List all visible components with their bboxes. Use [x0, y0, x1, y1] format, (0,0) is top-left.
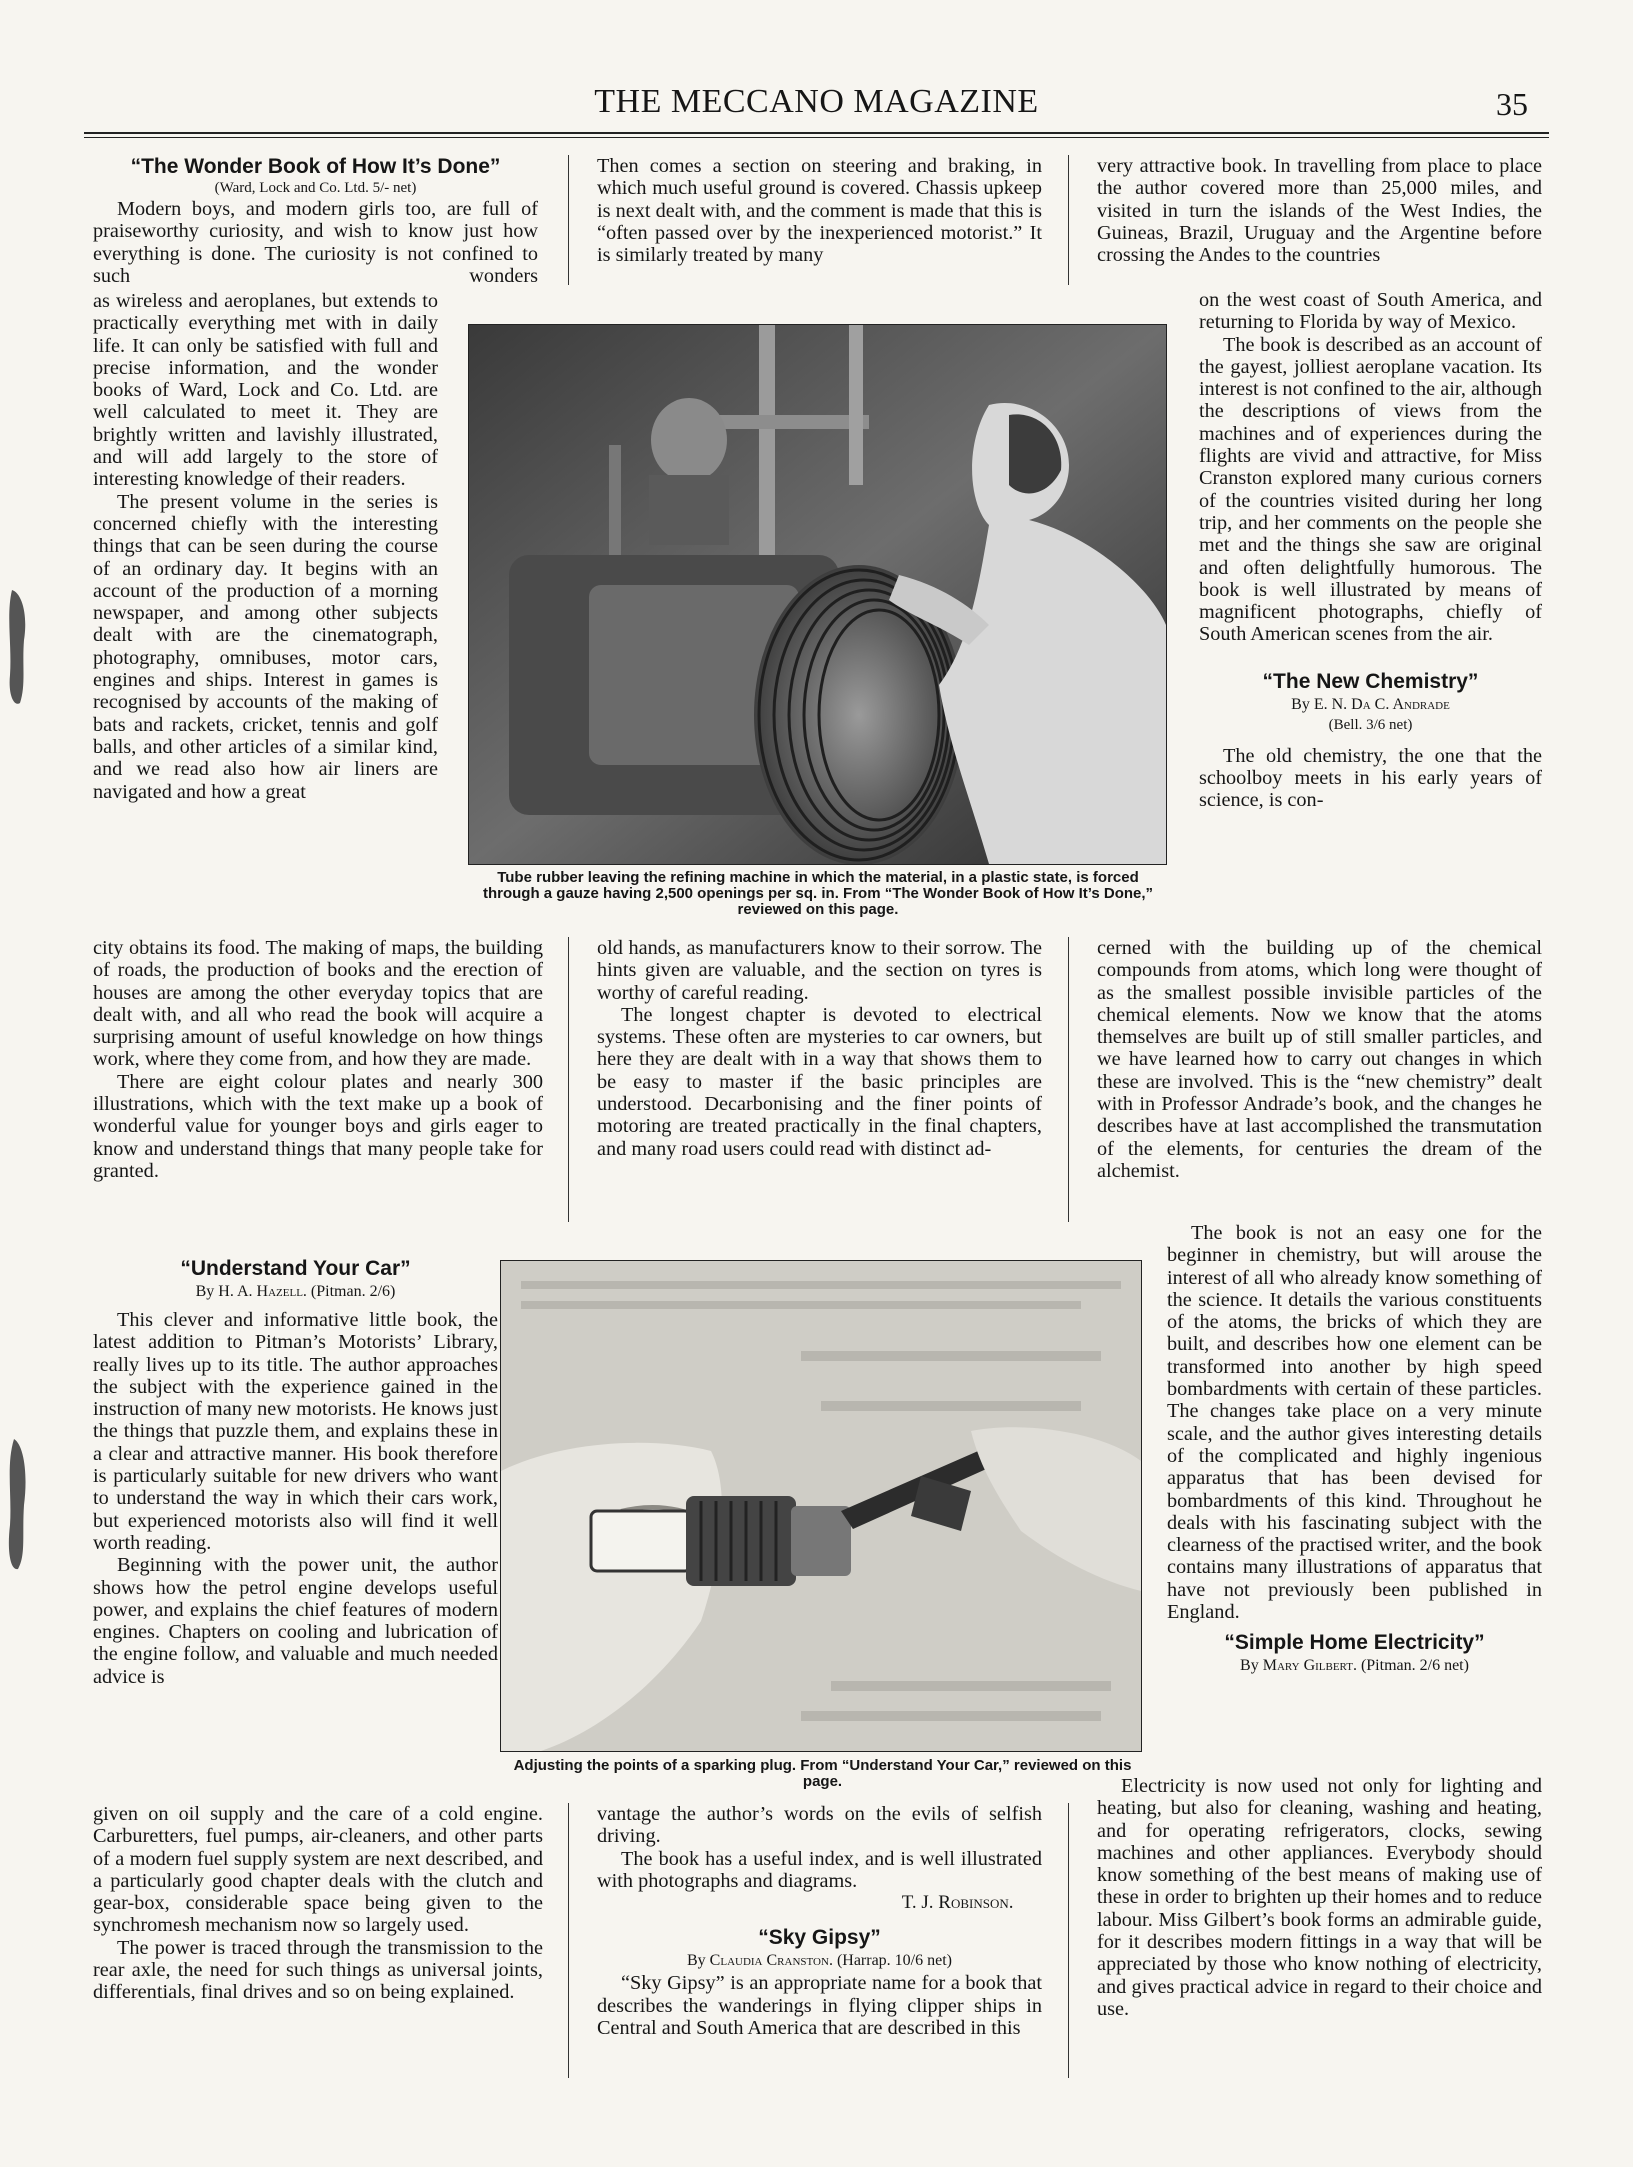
- understand-car-paragraph-6: The longest chapter is devoted to electrical systems. These often are mysteries to car owners, but here they are dealt with in a way that shows them to be easy to master if the basic principles are understood. Decarbonising and the finer points of motoring are treated practically in the final chapters, and many road users could read with distinct ad-: [597, 1003, 1042, 1160]
- home-electricity-paragraph-1: Electricity is now used not only for lighting and heating, but also for cleaning, washing and heating, and for operating refrigerators, clocks, sewing machines and other appliances. Everybody should know something of the best means of making use of these in order to brighten up their homes and to reduce labour. Miss Gilbert’s book forms an admirable guide, for it describes modern fittings in a way that will be appreciated by those who know nothing of electricity, and gives practical advice in regard to their choice and use.: [1097, 1775, 1542, 2020]
- wonder-book-paragraph-3: There are eight colour plates and nearly 300 illustrations, which with the text make up a book of wonderful value for younger boys and girls eager to know and understand things that many people take for granted.: [93, 1070, 543, 1182]
- wonder-book-paragraph-1-tail: as wireless and aeroplanes, but extends to practically everything met with in daily life. It can only be satisfied with full and precise information, and the wonder books of Ward, Lock and Co. Ltd. are well calculated to meet it. They are brightly written and lavishly illustrated, and will add largely to the store of interesting knowledge of their readers.: [93, 290, 438, 491]
- sky-gipsy-paragraph-1b: very attractive book. In travelling from place to place the author covered more than 25,000 miles, and visited in turn the islands of the West Indies, the Guineas, Brazil, Uruguay and the Argentine before crossing the Andes to the countries: [1097, 155, 1542, 267]
- column-rule: [1068, 1803, 1069, 2078]
- rubber-photo-caption: Tube rubber leaving the refining machine in which the material, in a plastic state, is forced through a gauze having 2,500 openings per sq. in. From “The Wonder Book of How It’s Done,” reviewed on this page.: [482, 869, 1154, 918]
- sky-gipsy-paragraph-1c: on the west coast of South America, and returning to Florida by way of Mexico.: [1199, 289, 1542, 334]
- rubber-machine-photo: [468, 324, 1167, 865]
- understand-car-byline: By H. A. Hazell. (Pitman. 2/6): [195, 1283, 396, 1300]
- wonder-book-paragraph-1-head: Modern boys, and modern girls too, are full of praiseworthy curiosity, and wish to know just how everything is done. The curiosity is not confined to such wonders: [93, 198, 538, 287]
- header-rule-thin: [84, 137, 1549, 138]
- column-rule: [1068, 937, 1069, 1222]
- new-chemistry-title: “The New Chemistry”: [1262, 669, 1479, 693]
- understand-car-paragraph-2b: given on oil supply and the care of a cold engine. Carburetters, fuel pumps, air-cleaners, and other parts of a modern fuel supply system are next described, and a particularly good chapter deals with the clutch and gear-box, considerable space being given to the synchromesh mechanism now so largely used.: [93, 1803, 543, 1937]
- masthead: THE MECCANO MAGAZINE: [594, 83, 1039, 120]
- home-electricity-review-bottom: [1097, 1775, 1542, 2020]
- new-chemistry-publisher: (Bell. 3/6 net): [1328, 716, 1413, 733]
- column-rule: [1068, 155, 1069, 285]
- wonder-book-review-bottom: [93, 937, 543, 1182]
- wonder-book-review-narrow: [93, 290, 438, 803]
- understand-car-paragraph-5: old hands, as manufacturers know to their sorrow. The hints given are valuable, and the section on tyres is worthy of careful reading.: [597, 937, 1042, 1004]
- understand-car-paragraph-4: Then comes a section on steering and braking, in which much useful ground is covered. Chassis upkeep is next dealt with, and the comment is made that this is “often passed over by the inexperienced motorist.” It is similarly treated by many: [597, 155, 1042, 267]
- understand-car-review-col2-bottom: [597, 1803, 1042, 2039]
- wonder-book-title: “The Wonder Book of How It’s Done”: [130, 155, 501, 178]
- new-chemistry-byline: By E. N. Da C. Andrade: [1291, 695, 1450, 713]
- new-chemistry-paragraph-2: The book is not an easy one for the beginner in chemistry, but will arouse the interest of all who already know something of the science. It details the various constituents of the atoms, the bricks of which they are built, and describes how one element can be transformed into another by high speed bombardments with certain of these particles. The changes take place on a very minute scale, and the author gives interesting details of the complicated and highly ingenious apparatus that has been devised for bombardments of this kind. Throughout he deals with his fascinating subject with the clearness of the practised writer, and the book contains many illustrations of apparatus that have not previously been published in England.: [1167, 1222, 1542, 1624]
- sparking-plug-photo-caption: Adjusting the points of a sparking plug. From “Understand Your Car,” reviewed on this page.: [513, 1757, 1132, 1790]
- new-chemistry-review-col3-mid: [1097, 937, 1542, 1182]
- understand-car-paragraph-3: The power is traced through the transmission to the rear axle, the need for such things as universal joints, differentials, final drives and so on being explained.: [93, 1936, 543, 2004]
- binding-mark-bottom: [2, 1435, 32, 1575]
- wonder-book-paragraph-2: The present volume in the series is concerned chiefly with the interesting things that can be seen during the course of an ordinary day. It begins with an account of the production of a morning newspaper, and among other subjects dealt with are the cinematograph, photography, omnibuses, motor cars, engines and ships. Interest in games is recognised by accounts of the making of bats and rackets, cricket, tennis and golf balls, and other articles of a similar kind, and we read also how air liners are navigated and how a great: [93, 490, 438, 803]
- understand-car-review-col1: [93, 1257, 498, 1688]
- understand-car-paragraph-8: The book has a useful index, and is well illustrated with photographs and diagrams.: [597, 1847, 1042, 1892]
- home-electricity-title: “Simple Home Electricity”: [1224, 1631, 1485, 1655]
- sky-gipsy-review-col3-top: [1097, 155, 1542, 266]
- understand-car-paragraph-1: This clever and informative little book, the latest addition to Pitman’s Motorists’ Library, really lives up to its title. The author approaches the subject with the experience gained in the instruction of many new motorists. He knows just the things that puzzle them, and explains these in a clear and attractive manner. His book therefore is particularly suitable for new drivers who want to understand the way in which their cars work, but experienced motorists also will find it well worth reading.: [93, 1309, 498, 1554]
- understand-car-review-col2-top: [597, 155, 1042, 266]
- column-rule: [568, 155, 569, 285]
- header-rule: [84, 132, 1549, 134]
- home-electricity-byline: By Mary Gilbert. (Pitman. 2/6 net): [1240, 1657, 1469, 1675]
- sky-gipsy-title: “Sky Gipsy”: [758, 1926, 881, 1950]
- understand-car-review-col1-bottom: [93, 1803, 543, 2004]
- sparking-plug-photo: [500, 1260, 1142, 1752]
- wonder-book-review-top: [93, 155, 538, 287]
- sky-gipsy-paragraph-1: “Sky Gipsy” is an appropriate name for a book that describes the wanderings in flying clipper ships in Central and South America that are described in this: [597, 1972, 1042, 2040]
- wonder-book-paragraph-2b: city obtains its food. The making of maps, the building of roads, the production of books and the erection of houses are among the other everyday topics that are dealt with, and all who read the book will acquire a surprising amount of useful knowledge on how things work, where they come from, and how they are made.: [93, 937, 543, 1071]
- new-chemistry-review-col3-narrow: [1167, 1222, 1542, 1677]
- page-number: 35: [1496, 86, 1528, 122]
- understand-car-review-col2-mid: [597, 937, 1042, 1160]
- column-rule: [568, 1803, 569, 2078]
- understand-car-paragraph-2a: Beginning with the power unit, the author shows how the petrol engine develops useful power, and explains the chief features of modern engines. Chapters on cooling and lubrication of the engine follow, and valuable and much needed advice is: [93, 1554, 498, 1688]
- sky-gipsy-byline: By Claudia Cranston. (Harrap. 10/6 net): [687, 1952, 952, 1970]
- new-chemistry-paragraph-1a: The old chemistry, the one that the schoolboy meets in his early years of science, is con-: [1199, 744, 1542, 812]
- new-chemistry-paragraph-1b: cerned with the building up of the chemical compounds from atoms, which long were thought of as the smallest possible invisible particles of the chemical elements. Now we know that the atoms themselves are built up of still smaller particles, and we have learned how to carry out changes in which these are involved. This is the “new chemistry” dealt with in Professor Andrade’s book, and the changes he describes have at last accomplished the transmutation of the elements, for centuries the dream of the alchemist.: [1097, 937, 1542, 1182]
- sky-gipsy-review-col3-narrow: [1199, 289, 1542, 812]
- binding-mark-top: [2, 585, 32, 710]
- column-rule: [568, 937, 569, 1222]
- sky-gipsy-paragraph-2: The book is described as an account of the gayest, jolliest aeroplane vacation. Its interest is not confined to the air, although the descriptions of views from the machines and of experiences during the flights are vivid and attractive, for Miss Cranston explored many curious corners of the countries visited during her long trip, and her comments on the people she met and the things she saw are original and often delightfully humorous. The book is well illustrated by means of magnificent photographs, chiefly of South American scenes from the air.: [1199, 333, 1542, 646]
- wonder-book-publisher: (Ward, Lock and Co. Ltd. 5/- net): [214, 180, 417, 196]
- understand-car-title: “Understand Your Car”: [180, 1257, 411, 1280]
- understand-car-paragraph-7: vantage the author’s words on the evils of selfish driving.: [597, 1803, 1042, 1848]
- reviewer-signature: T. J. Robinson.: [901, 1892, 1014, 1914]
